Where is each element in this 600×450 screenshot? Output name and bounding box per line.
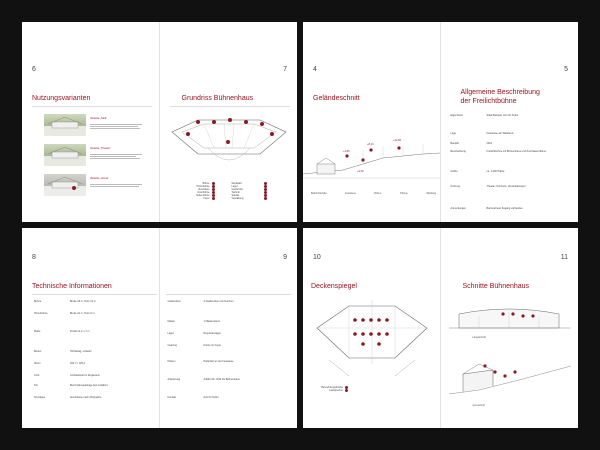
page-4	[303, 22, 441, 222]
info-row: Anlieferung Zufahrt für LKW bis Bühnenhaus	[167, 378, 240, 381]
floor-plan-drawing	[168, 114, 290, 174]
page-number: 10	[313, 254, 321, 261]
legend-item: Seitenbühne	[178, 194, 215, 197]
legend-item: Technik	[232, 191, 267, 194]
height-label: +8,10	[367, 143, 374, 146]
info-row: Licht Lichtstellpult im Regieraum	[34, 374, 101, 377]
page-title: Technische Informationen	[32, 283, 112, 290]
page-10	[303, 228, 441, 428]
legend-item: Hinterbühne	[178, 185, 215, 188]
terrain-section-drawing	[303, 140, 440, 190]
section-label: Bahnhofstraße	[311, 192, 327, 195]
info-row: Catering Küche im Foyer	[167, 344, 222, 347]
page-title: Geländeschnitt	[313, 95, 360, 102]
info-row: Lager Requisitenlager	[167, 332, 221, 335]
legend-right	[232, 182, 267, 200]
section-drawing-longitudinal	[449, 304, 571, 334]
variant-text	[90, 183, 148, 188]
ceiling-legend	[317, 386, 348, 392]
legend-item: Sanitär	[232, 194, 267, 197]
info-row: Größe ca. 1.200 Plätze	[450, 170, 505, 173]
section-label: Waldweg	[426, 192, 436, 195]
variant-text	[90, 123, 148, 130]
info-row: Sonstiges Anschlüsse nach Absprache	[34, 396, 102, 399]
section-label: Tribüne	[399, 192, 408, 195]
variant-image-theater	[44, 144, 86, 166]
info-row: Lage Festwiese am Waldrand	[450, 132, 514, 135]
variant-image-saal	[44, 114, 86, 136]
spread-6-7	[22, 22, 297, 222]
spread-4-5	[303, 22, 578, 222]
page-number: 4	[313, 66, 317, 73]
page-number: 6	[32, 66, 36, 73]
section-drawing-cross	[449, 350, 571, 400]
height-label: +1,80	[343, 150, 350, 153]
info-row: Nutzung Theater, Konzerte, Veranstaltungen	[450, 185, 526, 188]
legend-left	[178, 182, 215, 200]
page-title: Grundriss Bühnenhaus	[181, 95, 254, 102]
legend-item: Lager	[232, 185, 267, 188]
section-caption: Querschnitt	[472, 404, 485, 407]
variant-label: Variante „Saal“	[90, 117, 108, 120]
page-8	[22, 228, 160, 428]
page-number: 7	[283, 66, 287, 73]
height-label: +12,60	[393, 139, 402, 142]
variant-text	[90, 153, 148, 160]
info-row: Eigentümer Stadt Beispiel, Amt für Kultur	[450, 114, 519, 117]
info-row: Maske 1 Maskenraum	[167, 320, 221, 323]
page-5	[441, 22, 579, 222]
info-row: Hinterbühne Breite 10 m, Tiefe 6 m	[34, 312, 95, 315]
info-row: Kontakt Amt für Kultur	[167, 396, 219, 399]
page-11	[441, 228, 579, 428]
page-number: 9	[283, 254, 287, 261]
legend-item: Verwaltung	[232, 197, 267, 200]
page-title: Nutzungsvarianten	[32, 95, 91, 102]
legend-item: Garderobe	[232, 188, 267, 191]
page-6	[22, 22, 160, 222]
legend-item: Zuschauer	[178, 188, 215, 191]
page-9	[160, 228, 298, 428]
variant-label: Variante „Arena“	[90, 177, 109, 180]
page-title: Allgemeine Beschreibung der Freilichtbühne	[460, 89, 540, 105]
page-number: 8	[32, 254, 36, 261]
section-label: Bühne	[374, 192, 382, 195]
info-row: Maße Portal 14 m x 7 m	[34, 330, 90, 333]
info-row: Bühne Breite 18 m, Tiefe 12 m	[34, 300, 96, 303]
page-title: Deckenspiegel	[311, 283, 357, 290]
legend-item: Beleuchtungsbrücke	[317, 386, 348, 389]
info-row: Ton Beschallungsanlage fest installiert	[34, 384, 108, 387]
variant-label: Variante „Theater“	[90, 147, 111, 150]
info-row: Garderoben 4 Garderoben mit Duschen	[167, 300, 234, 303]
ceiling-plan-drawing	[309, 298, 435, 378]
spread-10-11	[303, 228, 578, 428]
page-7	[160, 22, 298, 222]
section-labels	[311, 192, 436, 195]
page-number: 5	[564, 66, 568, 73]
legend-item: Foyer	[178, 197, 215, 200]
legend-item: Lautsprecher	[317, 389, 348, 392]
info-row: Boden Holzbelag, schwarz	[34, 350, 92, 353]
info-row: Strom 400 V / 125 A	[34, 362, 86, 365]
page-number: 11	[560, 254, 568, 261]
legend-item: Unterbühne	[178, 191, 215, 194]
section-caption: Längsschnitt	[472, 336, 486, 339]
height-label: +4,30	[357, 170, 364, 173]
info-row: Anmerkungen Barrierefreier Zugang vorhanden	[450, 207, 523, 210]
info-row: Baujahr 2012	[450, 142, 493, 145]
spread-8-9	[22, 228, 297, 428]
section-label: Festwiese	[345, 192, 356, 195]
legend-item: Werkstatt	[232, 182, 267, 185]
legend-item: Bühne	[178, 182, 215, 185]
variant-image-arena	[44, 174, 86, 196]
info-row: Parken Parkplatz an der Festwiese	[167, 360, 234, 363]
page-title: Schnitte Bühnenhaus	[462, 283, 530, 290]
info-row: Beschreibung Freilichtbühne mit Bühnenhaus und Zuschauertribüne	[450, 150, 546, 153]
